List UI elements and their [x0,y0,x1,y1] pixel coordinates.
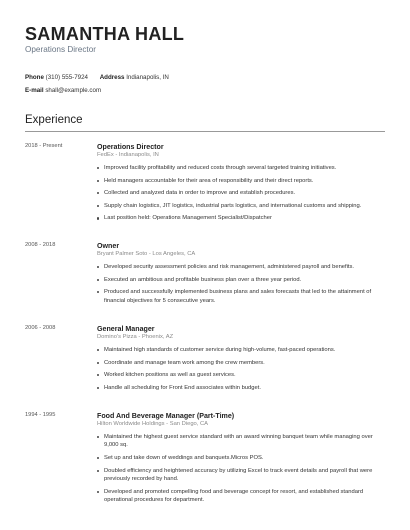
candidate-name: SAMANTHA HALL [25,24,185,44]
job-employer: FedEx - Indianapolis, IN [97,152,159,158]
job-bullet: Coordinate and manage team work among the crew members. [97,359,385,367]
candidate-title: Operations Director [25,45,96,54]
job-dates: 2018 - Present [25,143,63,149]
job-bullets [97,433,385,509]
job-employer: Bryant Palmer Soto - Los Angeles, CA [97,251,196,257]
job-bullet: Worked kitchen positions as well as guest services. [97,371,385,379]
contact-line-email [25,87,101,94]
address-label: Address [99,74,125,81]
job-bullet: Improved facility profitability and reduced costs through several targeted training initiatives. [97,164,385,172]
job-bullet: Held managers accountable for their area of responsibility and their direct reports. [97,177,385,185]
job-bullet: Doubled efficiency and heightened accuracy by utilizing Excel to track event details and payroll that were previously recorded by hand. [97,467,385,484]
job-bullet: Executed an ambitious and profitable business plan over a three year period. [97,276,385,284]
contact-line-phone-address [25,74,169,81]
job-dates: 2006 - 2008 [25,325,56,331]
job-dates: 1994 - 1995 [25,412,56,418]
job-bullet: Developed and promoted compelling food and beverage concept for resort, and established standard operational procedures for department. [97,488,385,505]
job-bullet: Produced and successfully implemented business plans and sales forecasts that led to the attainment of financial objectives for 5 consecutive years. [97,288,385,305]
experience-heading: Experience [25,114,83,126]
job-bullets [97,263,385,309]
job-employer: Domino's Pizza - Phoenix, AZ [97,334,174,340]
job-bullet: Supply chain logistics, JIT logistics, industrial parts logistics, and international customs and shipping. [97,202,385,210]
job-bullet: Maintained the highest guest service standard with an award winning banquet team while managing over 9,000 sq. [97,433,385,450]
phone-value: (310) 555-7924 [45,74,88,81]
job-employer: Hilton Worldwide Holdings - San Diego, CA [97,421,209,427]
address-value: Indianapolis, IN [126,74,169,81]
job-bullets [97,164,385,227]
job-title: Operations Director [97,143,164,151]
job-bullet: Last position held: Operations Management Specialist/Dispatcher [97,214,385,222]
job-bullet: Set up and take down of weddings and banquets.Micros POS. [97,454,385,462]
job-title: Food And Beverage Manager (Part-Time) [97,412,235,420]
phone-label: Phone [25,74,44,81]
job-bullet: Collected and analyzed data in order to improve and establish procedures. [97,189,385,197]
email-label: E-mail [25,87,44,94]
job-bullet: Maintained high standards of customer service during high-volume, fast-paced operations. [97,346,385,354]
job-bullet: Handle all scheduling for Front End associates within budget. [97,384,385,392]
email-value: shall@example.com [45,87,102,94]
job-title: General Manager [97,325,155,333]
job-title: Owner [97,242,120,250]
job-bullets [97,346,385,396]
section-divider [25,131,385,132]
job-dates: 2008 - 2018 [25,242,56,248]
job-bullet: Developed security assessment policies and risk management, administered payroll and benefits. [97,263,385,271]
